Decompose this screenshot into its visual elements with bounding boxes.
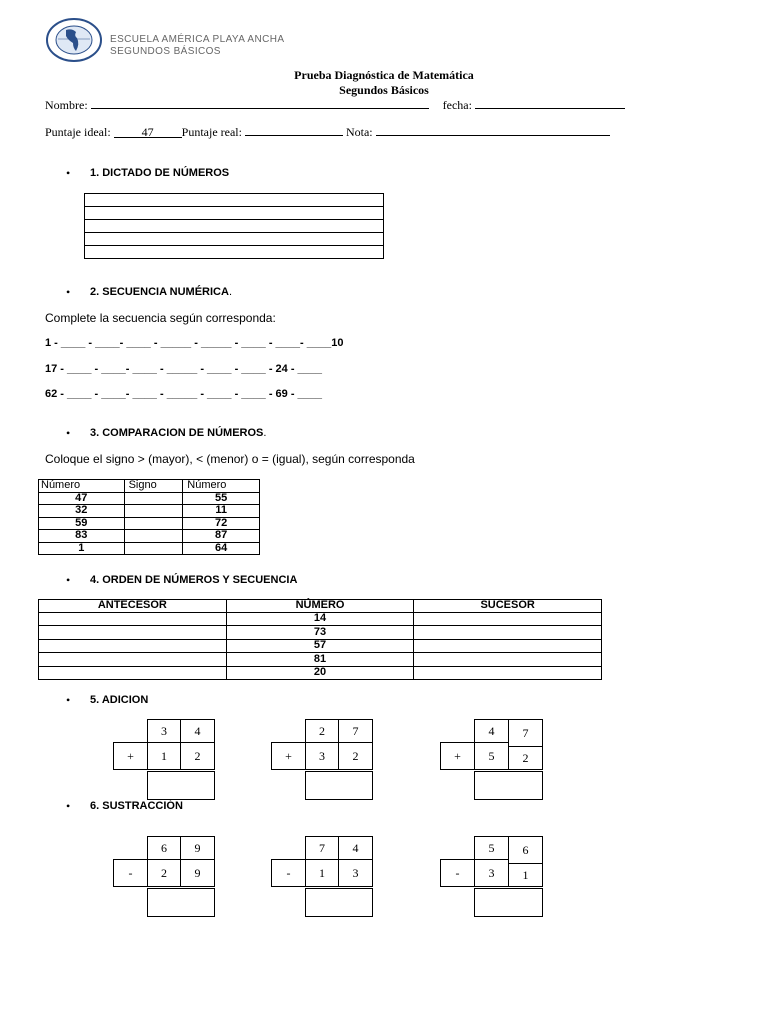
bullet: • [66,693,71,707]
operator-box: + [271,742,306,770]
sequence-row-2[interactable]: 17 - ____ - ____- ____ - _____ - ____ - ____ - 24 - ____ [45,363,323,375]
digit-box: 6 [508,836,543,864]
comparison-row [39,542,260,555]
answer-box[interactable] [147,771,215,800]
school-logo [46,18,102,62]
answer-box[interactable] [305,771,373,800]
digit-box: 2 [338,742,373,770]
dictation-table [84,193,384,259]
right-number: 55 [183,492,260,505]
sucesor-cell[interactable] [414,666,602,680]
comparison-header-row [39,480,260,493]
antecesor-cell[interactable] [39,612,227,626]
puntaje-real-line[interactable] [245,124,343,136]
answer-box[interactable] [147,888,215,917]
digit-box: 9 [180,859,215,887]
operator-box: - [440,859,475,887]
nombre-row [45,97,625,113]
column-header: Número [183,480,260,493]
antecesor-cell[interactable] [39,626,227,640]
answer-box[interactable] [474,771,543,800]
puntaje-real-label: Puntaje real: [181,125,242,139]
left-number: 32 [39,505,125,518]
digit-box: 4 [338,836,373,860]
sign-cell[interactable] [124,517,183,530]
digit-box: 7 [305,836,339,860]
number-cell: 14 [226,612,414,626]
left-number: 59 [39,517,125,530]
section2-heading: 2. SECUENCIA NUMÉRICA. [90,286,233,298]
dictation-row[interactable] [85,220,384,233]
digit-box: 5 [474,742,509,770]
right-number: 11 [183,505,260,518]
digit-box: 3 [147,719,181,743]
comparison-table [38,479,260,555]
antecesor-cell[interactable] [39,666,227,680]
digit-box: 2 [508,746,543,770]
right-number: 64 [183,542,260,555]
digit-box: 3 [474,859,509,887]
section6-heading: 6. SUSTRACCIÓN [90,800,183,812]
order-table [38,599,602,680]
digit-box: 2 [147,859,181,887]
fecha-label: fecha: [442,98,472,112]
section2-instruction: Complete la secuencia según corresponda: [45,311,276,325]
bullet: • [66,573,71,587]
digit-box: 2 [180,742,215,770]
number-cell: 73 [226,626,414,640]
answer-box[interactable] [305,888,373,917]
section3-instruction: Coloque el signo > (mayor), < (menor) o = (igual), según corresponda [45,452,415,466]
right-number: 72 [183,517,260,530]
section3-heading: 3. COMPARACION DE NÚMEROS. [90,427,267,439]
column-header: Signo [124,480,183,493]
digit-box: 1 [305,859,339,887]
sign-cell[interactable] [124,492,183,505]
order-row [39,626,602,640]
sucesor-cell[interactable] [414,653,602,667]
order-row [39,666,602,680]
bullet: • [66,285,71,299]
puntaje-ideal-value: 47 [114,125,182,138]
dictation-row[interactable] [85,246,384,259]
dictation-row[interactable] [85,233,384,246]
left-number: 1 [39,542,125,555]
digit-box: 7 [508,719,543,747]
comparison-row [39,517,260,530]
number-cell: 57 [226,639,414,653]
dictation-row[interactable] [85,207,384,220]
sequence-row-1[interactable]: 1 - ____ - ____- ____ - _____ - _____ - ____ - ____- ____10 [45,337,344,349]
school-level: SEGUNDOS BÁSICOS [110,46,221,57]
page-subtitle: Segundos Básicos [339,83,429,97]
antecesor-cell[interactable] [39,653,227,667]
order-row [39,639,602,653]
right-number: 87 [183,530,260,543]
sucesor-cell[interactable] [414,639,602,653]
bullet: • [66,426,71,440]
puntaje-row [45,124,610,140]
puntaje-ideal-label: Puntaje ideal: [45,125,111,139]
sign-cell[interactable] [124,530,183,543]
operator-box: - [271,859,306,887]
digit-box: 9 [180,836,215,860]
digit-box: 3 [338,859,373,887]
nombre-label: Nombre: [45,98,88,112]
bullet: • [66,166,71,180]
sucesor-cell[interactable] [414,612,602,626]
dictation-row[interactable] [85,194,384,207]
fecha-line[interactable] [475,97,625,109]
column-header: NÚMERO [226,600,414,613]
order-row [39,612,602,626]
digit-box: 2 [305,719,339,743]
section5-heading: 5. ADICION [90,694,149,706]
column-header: Número [39,480,125,493]
section4-heading: 4. ORDEN DE NÚMEROS Y SECUENCIA [90,574,298,586]
left-number: 47 [39,492,125,505]
nota-label: Nota: [345,125,373,139]
antecesor-cell[interactable] [39,639,227,653]
digit-box: 5 [474,836,509,860]
school-name: ESCUELA AMÉRICA PLAYA ANCHA [110,34,285,45]
operator-box: - [113,859,148,887]
sequence-row-3[interactable]: 62 - ____ - ____- ____ - _____ - ____ - ____ - 69 - ____ [45,388,323,400]
digit-box: 1 [508,863,543,887]
sign-cell[interactable] [124,542,183,555]
number-cell: 20 [226,666,414,680]
sucesor-cell[interactable] [414,626,602,640]
number-cell: 81 [226,653,414,667]
operator-box: + [440,742,475,770]
digit-box: 7 [338,719,373,743]
order-header-row [39,600,602,613]
comparison-row [39,492,260,505]
digit-box: 3 [305,742,339,770]
bullet: • [66,799,71,813]
sign-cell[interactable] [124,505,183,518]
digit-box: 4 [474,719,509,743]
section1-heading: 1. DICTADO DE NÚMEROS [90,167,230,179]
school-header [110,34,284,58]
digit-box: 1 [147,742,181,770]
comparison-row [39,505,260,518]
answer-box[interactable] [474,888,543,917]
column-header: SUCESOR [414,600,602,613]
operator-box: + [113,742,148,770]
order-row [39,653,602,667]
nombre-line[interactable] [91,97,429,109]
comparison-row [39,530,260,543]
page-title: Prueba Diagnóstica de Matemática [294,68,474,82]
column-header: ANTECESOR [39,600,227,613]
left-number: 83 [39,530,125,543]
digit-box: 4 [180,719,215,743]
digit-box: 6 [147,836,181,860]
nota-line[interactable] [376,124,610,136]
